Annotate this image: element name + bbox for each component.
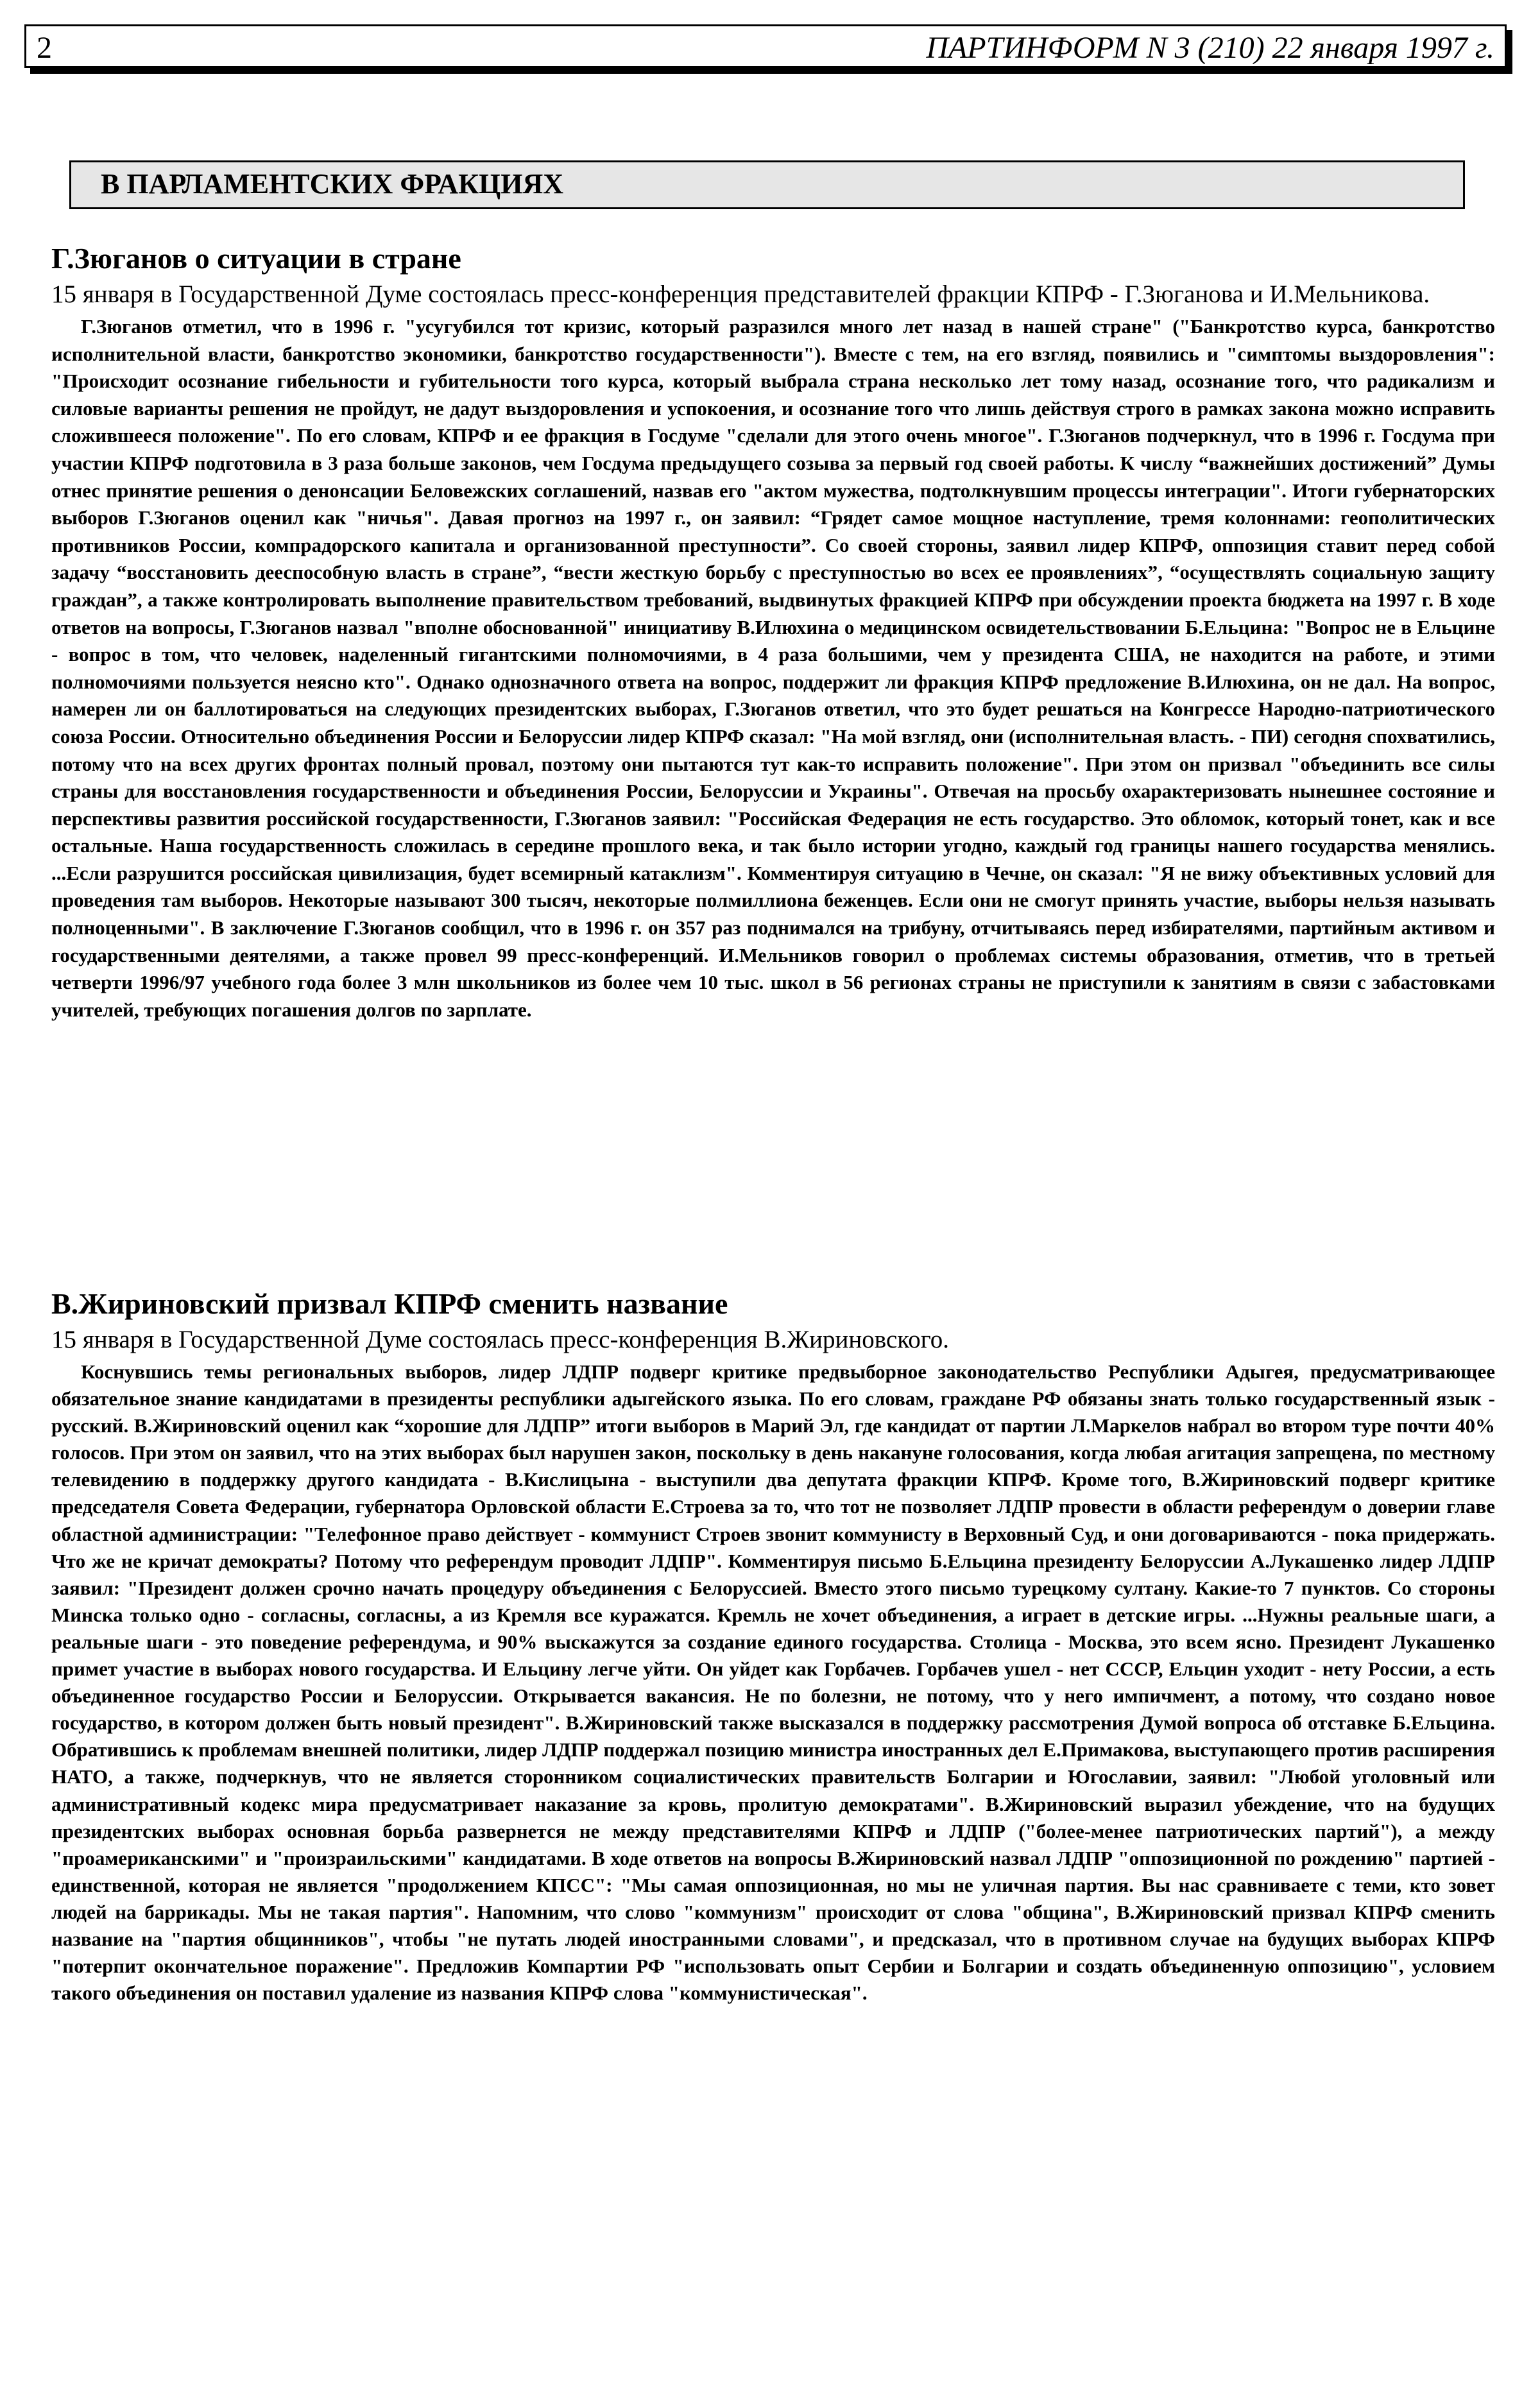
page-header (24, 24, 1507, 68)
article-body: Г.Зюганов отметил, что в 1996 г. "усугубился тот кризис, который разразился много лет назад в нашей стране" ("Банкротство курса, банкротство исполнительной власти, банкротство экономики, банкротство государственности"). Вместе с тем, на его взгляд, появились и "симптомы выздоровления": "Происходит осознание гибельности и губительности того курса, который выбрала страна несколько лет тому назад, осознание того, что радикализм и силовые варианты решения не пройдут, не дадут выздоровления и успокоения, и осознание того что лишь действуя строго в рамках закона можно исправить сложившееся положение". По его словам, КПРФ и ее фракция в Госдуме "сделали для этого очень многое". Г.Зюганов подчеркнул, что в 1996 г. Госдума при участии КПРФ подготовила в 3 раза больше законов, чем Госдума предыдущего созыва за первый год своей работы. К числу “важнейших достижений” Думы отнес принятие решения о денонсации Беловежских соглашений, назвав его "актом мужества, подтолкнувшим процессы интеграции". Итоги губернаторских выборов Г.Зюганов оценил как "ничья". Давая прогноз на 1997 г., он заявил: “Грядет самое мощное наступление, тремя колоннами: геополитических противников России, компрадорского капитала и организованной преступности”. Со своей стороны, заявил лидер КПРФ, оппозиция ставит перед собой задачу “восстановить дееспособную власть в стране”, “вести жесткую борьбу с преступностью во всех ее проявлениях”, “осуществлять социальную защиту граждан”, а также контролировать выполнение правительством требований, выдвинутых фракцией КПРФ при обсуждении проекта бюджета на 1997 г. В ходе ответов на вопросы, Г.Зюганов назвал "вполне обоснованной" инициативу В.Илюхина о медицинском освидетельствовании Б.Ельцина: "Вопрос не в Ельцине - вопрос в том, что человек, наделенный гигантскими полномочиями, в 4 раза большими, чем у президента США, не находится на работе, и этими полномочиями пользуется неясно кто". Однако однозначного ответа на вопрос, поддержит ли фракция КПРФ предложение В.Илюхина, он не дал. На вопрос, намерен ли он баллотироваться на следующих президентских выборах, Г.Зюганов ответил, что это будет решаться на Конгрессе Народно-патриотического союза России. Относительно объединения России и Белоруссии лидер КПРФ сказал: "На мой взгляд, они (исполнительная власть. - ПИ) сегодня спохватились, потому что на всех других фронтах полный провал, поэтому они пытаются тут как-то исправить положение". При этом он призвал "объединить все силы страны для восстановления государственности и объединения России, Белоруссии и Украины". Отвечая на просьбу охарактеризовать нынешнее состояние и перспективы развития российской государственности, Г.Зюганов заявил: "Российская Федерация не есть государство. Это обломок, который тонет, как и все остальные. Наша государственность сложилась в середине прошлого века, и так было истории угодно, каждый год границы нашего государства менялись. ...Если разрушится российская цивилизация, будет всемирный катаклизм". Комментируя ситуацию в Чечне, он сказал: "Я не вижу объективных условий для проведения там выборов. Некоторые называют 300 тысяч, некоторые полмиллиона беженцев. Если они не смогут принять участие, выборы нельзя называть полноценными". В заключение Г.Зюганов сообщил, что в 1996 г. он 357 раз поднимался на трибуну, отчитываясь перед избирателями, партийным активом и государственными деятелями, а также провел 99 пресс-конференций. И.Мельников говорил о проблемах системы образования, отметив, что в третьей четверти 1996/97 учебного года более 3 млн школьников из более чем 10 тыс. школ в 56 регионах страны не приступили к занятиям в связи с забастовками учителей, требующих погашения долгов по зарплате. (51, 315, 1495, 1021)
page-number: 2 (37, 31, 52, 65)
article-headline: Г.Зюганов о ситуации в стране (51, 242, 461, 275)
article-body: Коснувшись темы региональных выборов, лидер ЛДПР подверг критике предвыборное законодательство Республики Адыгея, предусматривающее обязательное знание кандидатами в президенты республики адыгейского языка. По его словам, граждане РФ обязаны знать только государственный язык - русский. В.Жириновский оценил как “хорошие для ЛДПР” итоги выборов в Марий Эл, где кандидат от партии Л.Маркелов набрал во втором туре почти 40% голосов. При этом он заявил, что на этих выборах был нарушен закон, поскольку в день накануне голосования, когда любая агитация запрещена, по местному телевидению в поддержку другого кандидата - В.Кислицына - выступили два депутата фракции КПРФ. Кроме того, В.Жириновский подверг критике председателя Совета Федерации, губернатора Орловской области Е.Строева за то, что тот не позволяет ЛДПР провести в области референдум о доверии главе областной администрации: "Телефонное право действует - коммунист Строев звонит коммунисту в Верховный Суд, и они договариваются - пока придержать. Что же не кричат демократы? Потому что референдум проводит ЛДПР". Комментируя письмо Б.Ельцина президенту Белоруссии А.Лукашенко лидер ЛДПР заявил: "Президент должен срочно начать процедуру объединения с Белоруссией. Вместо этого письмо турецкому султану. Какие-то 7 пунктов. Со стороны Минска только одно - согласны, согласны, а из Кремля все куражатся. Кремль не хочет объединения, а играет в детские игры. ...Нужны реальные шаги, а реальные шаги - это поведение референдума, и 90% выскажутся за создание единого государства. Столица - Москва, это всем ясно. Президент Лукашенко примет участие в выборах нового государства. И Ельцину легче уйти. Он уйдет как Горбачев. Горбачев ушел - нет СССР, Ельцин уходит - нету России, а есть объединенное государство России и Белоруссии. Открывается вакансия. Не по болезни, не потому, что у него импичмент, а потому, что создано новое государство, в котором должен быть новый президент". В.Жириновский также высказался в поддержку рассмотрения Думой вопроса об отставке Б.Ельцина. Обратившись к проблемам внешней политики, лидер ЛДПР поддержал позицию министра иностранных дел Е.Примакова, выступающего против расширения НАТО, а также, подчеркнув, что не является сторонником социалистических правительств Болгарии и Югославии, заявил: "Любой уголовный или административный кодекс мира предусматривает наказание за кровь, пролитую демократами". В.Жириновский выразил убеждение, что на будущих президентских выборах основная борьба развернется не между представителями КПРФ и ЛДПР ("более-менее патриотических партий"), а между "проамериканскими" и "произраильскими" кандидатами. В ходе ответов на вопросы В.Жириновский назвал ЛДПР "оппозиционной по рождению" партией - единственной, которая не является "продолжением КПСС": "Мы самая оппозиционная, но мы не уличная партия. Вы нас сравниваете с теми, кто зовет людей на баррикады. Мы не такая партия". Напомним, что слово "коммунизм" происходит от слова "община", В.Жириновский призвал КПРФ сменить название на "партия общинников", чтобы "не путать людей иностранными словами", и предсказал, что в противном случае на будущих выборах КПРФ "потерпит окончательное поражение". Предложив Компартии РФ "использовать опыт Сербии и Болгарии и создать объединенную оппозицию", условием такого объединения он поставил удаление из названия КПРФ слова "коммунистическая". (51, 1360, 1495, 2005)
masthead: ПАРТИНФОРМ N 3 (210) 22 января 1997 г. (926, 31, 1494, 65)
section-rubric (69, 160, 1465, 209)
article-headline: В.Жириновский призвал КПРФ сменить название (51, 1287, 728, 1320)
article-lead: 15 января в Государственной Думе состоялась пресс-конференция В.Жириновского. (51, 1326, 950, 1353)
section-title: В ПАРЛАМЕНТСКИХ ФРАКЦИЯХ (101, 168, 564, 200)
article-zhirinovsky (51, 1287, 1495, 2007)
article-zyuganov (51, 241, 1495, 1024)
article-lead: 15 января в Государственной Думе состоялась пресс-конференция представителей фракции КПРФ - Г.Зюганова и И.Мельникова. (51, 280, 1430, 308)
